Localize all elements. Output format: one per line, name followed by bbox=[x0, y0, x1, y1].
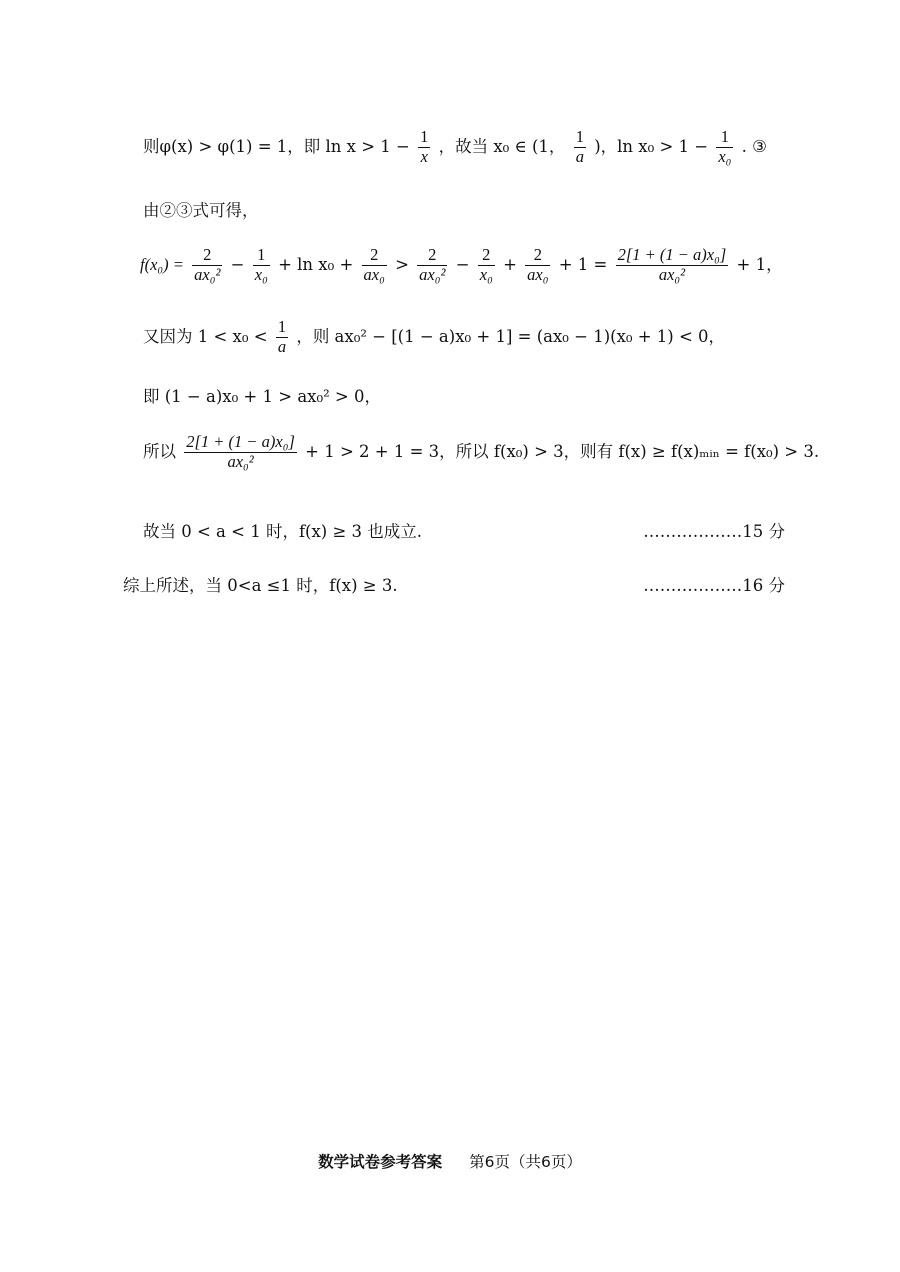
l3-term6: $\frac{2}{\text{ax₀}}$ bbox=[527, 245, 549, 284]
l3-term2: $\frac{1}{\text{x₀}}$ bbox=[254, 245, 268, 284]
l3-term7: $\frac{\text{2[1 + (1 − a)x₀]}}{\text{ax₀²}}$ bbox=[617, 245, 727, 284]
l1-part3: )，ln x₀ > 1 − bbox=[594, 136, 709, 156]
l3-op4: − bbox=[455, 254, 470, 274]
footer-title: 数学试卷参考答案 bbox=[318, 1153, 443, 1171]
l1-part4: . ③ bbox=[741, 136, 767, 156]
l3-term1: $\frac{2}{\text{ax₀²}}$ bbox=[194, 245, 221, 284]
footer-page-number: 第6页（共6页） bbox=[469, 1153, 582, 1171]
l3-op6: + 1 = bbox=[558, 254, 608, 274]
line-1 bbox=[143, 128, 767, 167]
line-2: 由②③式可得， bbox=[143, 201, 259, 220]
l6-part1: 所以 bbox=[143, 441, 176, 461]
l3-tail: + 1， bbox=[736, 254, 783, 274]
l4-part2: ，则 ax₀² − [(1 − a)x₀ + 1] = (ax₀ − 1)(x₀ + 1) < 0， bbox=[296, 326, 726, 346]
l3-term5: $\frac{2}{\text{x₀}}$ bbox=[479, 245, 493, 284]
line-6 bbox=[143, 433, 819, 472]
l4-part1: 又因为 1 < x₀ < bbox=[143, 326, 268, 346]
fraction-1-over-a: $\frac{1}{a}$ bbox=[575, 127, 584, 166]
l3-op3: > bbox=[395, 254, 409, 274]
l3-op2: + ln x₀ + bbox=[278, 254, 354, 274]
fraction-1-over-x: $\frac{1}{x}$ bbox=[420, 127, 429, 166]
line-7: 故当 0 < a < 1 时，f(x) ≥ 3 也成立. bbox=[143, 522, 423, 541]
score-15: ………………15 分 bbox=[643, 522, 785, 541]
l3-term4: $\frac{2}{\text{ax₀²}}$ bbox=[419, 245, 446, 284]
l1-part2: ，故当 x₀ ∈ (1， bbox=[438, 136, 566, 156]
line-3 bbox=[140, 246, 783, 285]
page-footer bbox=[0, 1150, 900, 1172]
line-5: 即 (1 − a)x₀ + 1 > ax₀² > 0， bbox=[143, 387, 382, 406]
l6-fraction: $\frac{\text{2[1 + (1 − a)x₀]}}{\text{ax₀²}}$ bbox=[186, 432, 295, 471]
l3-lhs: f(x₀) = bbox=[140, 254, 184, 274]
l6-part2: + 1 > 2 + 1 = 3，所以 f(x₀) > 3，则有 f(x) ≥ f(x)ₘᵢₙ = f(x₀) > 3. bbox=[305, 441, 820, 461]
line-8: 综上所述，当 0<a ≤1 时，f(x) ≥ 3. bbox=[123, 576, 398, 595]
l1-part1: 则φ(x) > φ(1) = 1，即 ln x > 1 − bbox=[143, 136, 410, 156]
l3-op5: + bbox=[503, 254, 517, 274]
l3-op1: − bbox=[230, 254, 245, 274]
line-4 bbox=[143, 318, 725, 357]
l3-term3: $\frac{2}{\text{ax₀}}$ bbox=[363, 245, 385, 284]
fraction-1-over-x0: $\frac{1}{\text{x₀}}$ bbox=[718, 127, 732, 166]
score-16: ………………16 分 bbox=[643, 576, 785, 595]
fraction-1-over-a-2: $\frac{1}{a}$ bbox=[277, 317, 287, 356]
